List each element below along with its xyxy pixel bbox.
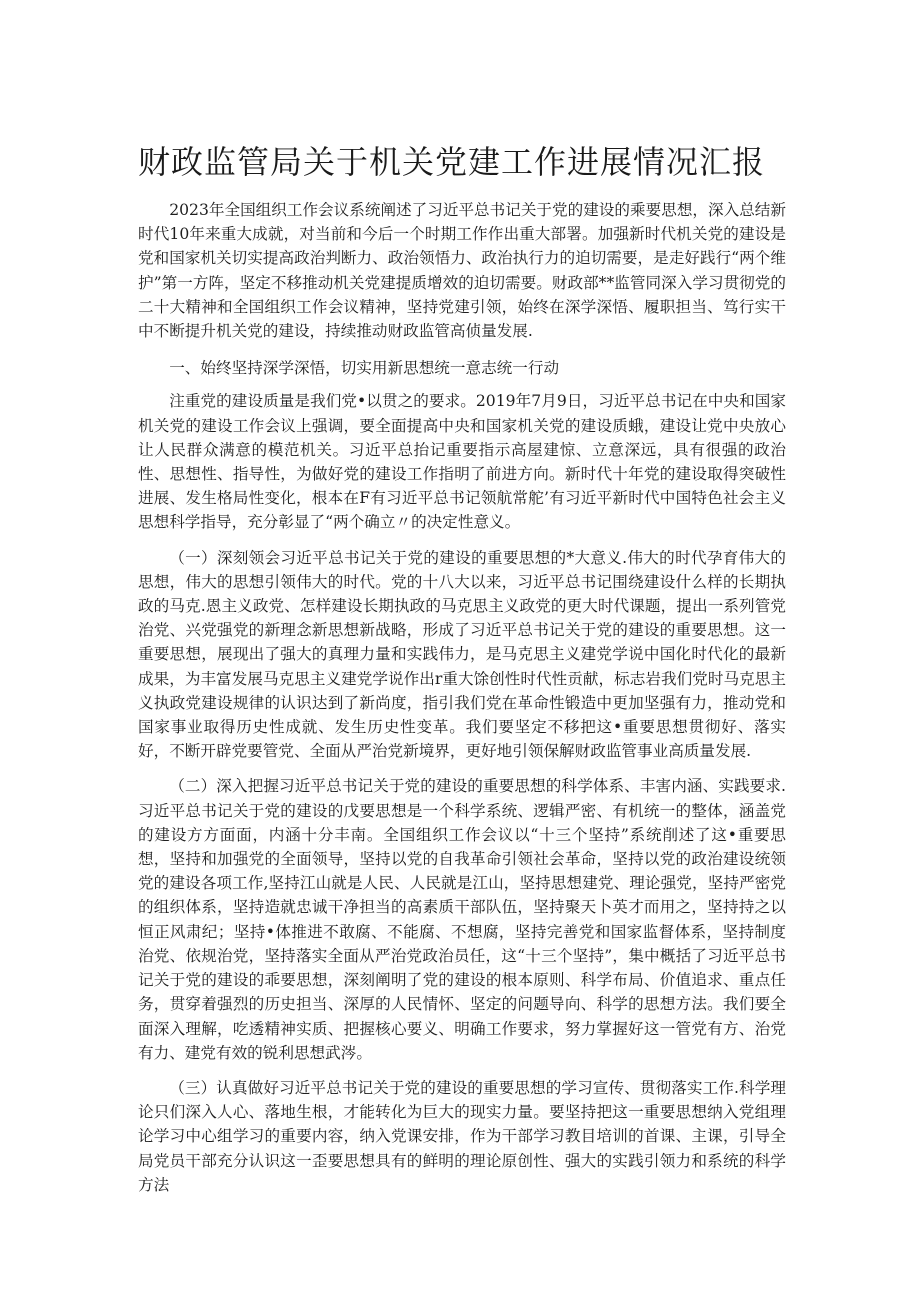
document-body xyxy=(138,198,786,1197)
document-title: 财政监管局关于机关党建工作进展情况汇报 xyxy=(138,143,766,181)
intro-paragraph: 2023年全国组织工作会议系统阐述了习近平总书记关于党的建设的乘要思想，深入总结新时代10年来重大成就，对当前和今后一个时期工作作出重大部署。加强新时代机关党的建设是党和国家机关切实提高政治判断力、政治领悟力、政治执行力的迫切需要，是走好践行“两个维护”第一方阵，坚定不移推动机关党建提质增效的迫切需要。财政部**监管同深入学习贯彻党的二十大精神和全国组织工作会议精神，坚持党建引领，始终在深学深悟、履职担当、笃行实干中不断提升机关党的建设，持续推动财政监管高侦量发展. xyxy=(138,201,786,341)
section-1-paragraph: 注重党的建设质量是我们党•以贯之的要求。2019年7月9日，习近平总书记在中央和国家机关党的建设工作会议上强调，要全面提高中央和国家机关党的建设质蛾，建设让党中央放心让人民群众满意的模范机关。习近平总抬记重要指示高屋建惊、立意深远，具有很强的政治性、思想性、指导性，为做好党的建设工作指明了前进方向。新时代十年党的建设取得突破性进展、发生格局性变化，根本在F有习近平总书记领航常舵’有习近平新时代中国特色社会主义思想科学指导，充分彰显了“两个确立〃的决定性意义。 xyxy=(138,392,786,532)
subsection-3-paragraph: （三）认真做好习近平总书记关于党的建设的重要思想的学习宣传、贯彻落实工作.科学理论只们深入人心、落地生根，才能转化为巨大的现实力量。要坚持把这一重要思想纳入党组理论学习中心组学习的重要内容，纳入党课安排，作为干部学习教目培训的首课、主课，引导全局党员干部充分认识这一歪要思想具有的鲜明的理论原创性、强大的实践引领力和系统的科学方法 xyxy=(138,1078,786,1194)
subsection-1-paragraph: （一）深刻领会习近平总书记关于党的建设的重要思想的*大意义.伟大的时代孕育伟大的思想，伟大的思想引领伟大的时代。党的十八大以来，习近平总书记围绕建设什么样的长期执政的马克.恩主义政党、怎样建设长期执政的马克思主义政党的更大时代课题，提出一系列管党治党、兴党强党的新理念新思想新战略，形成了习近平总书记关于党的建设的重要思想。这一重要思想，展现出了强大的真理力量和实践伟力，是马克思主义建党学说中国化时代化的最新成果，为丰富发展马克思主义建党学说作出r重大馀创性时代性贡献，标志岩我们党时马克思主义执政党建设规律的认识达到了新尚度，指引我们党在革命性锻造中更加坚强有力，推动党和国家事业取得历史性成就、发生历史性变革。我们要坚定不移把这•重要思想贯彻好、落实好，不断开辟党要管党、全面从严治党新境界，更好地引领保解财政监管事业高质量发展. xyxy=(138,548,786,761)
section-heading-1: 一、始终坚持深学深悟，切实用新思想统一意志统一行动 xyxy=(169,359,560,378)
subsection-2-paragraph: （二）深入把握习近平总书记关于党的建设的重要思想的科学体系、丰害内涵、实践要求.习近平总书记关于党的建设的戊要思想是一个科学系统、逻辑严密、有机统一的整体，涵盖党的建设方方面面，内涵十分丰南。全国组织工作会议以“十三个坚持”系统削述了这•重要思想，坚持和加强党的全面领导，坚持以党的自我革命引领社会革命，坚持以党的政治建设统领党的建设各项工作,坚持江山就是人民、人民就是江山，坚持思想建党、理论强党，坚持严密党的组织体系，坚持造就忠诚干净担当的高素质干部队伍，坚持聚天卜英才而用之，坚持持之以恒正风肃纪；坚持•体推进不敢腐、不能腐、不想腐，坚持完善党和国家监督体系，坚持制度治党、依规治党，坚持落实全面从严治党政治员任，这“十三个坚持”，集中概括了习近平总书记关于党的建设的乖要思想，深刻阐明了党的建设的根本原则、科学布局、价值追求、重点任务，贯穿着强烈的历史担当、深厚的人民情怀、坚定的问题导向、科学的思想方法。我们要全面深入理解，吃透精神实质、把握核心要义、明确工作要求，努力掌握好这一管党有方、治党有力、建党有效的锐利思想武涔。 xyxy=(138,777,786,1062)
